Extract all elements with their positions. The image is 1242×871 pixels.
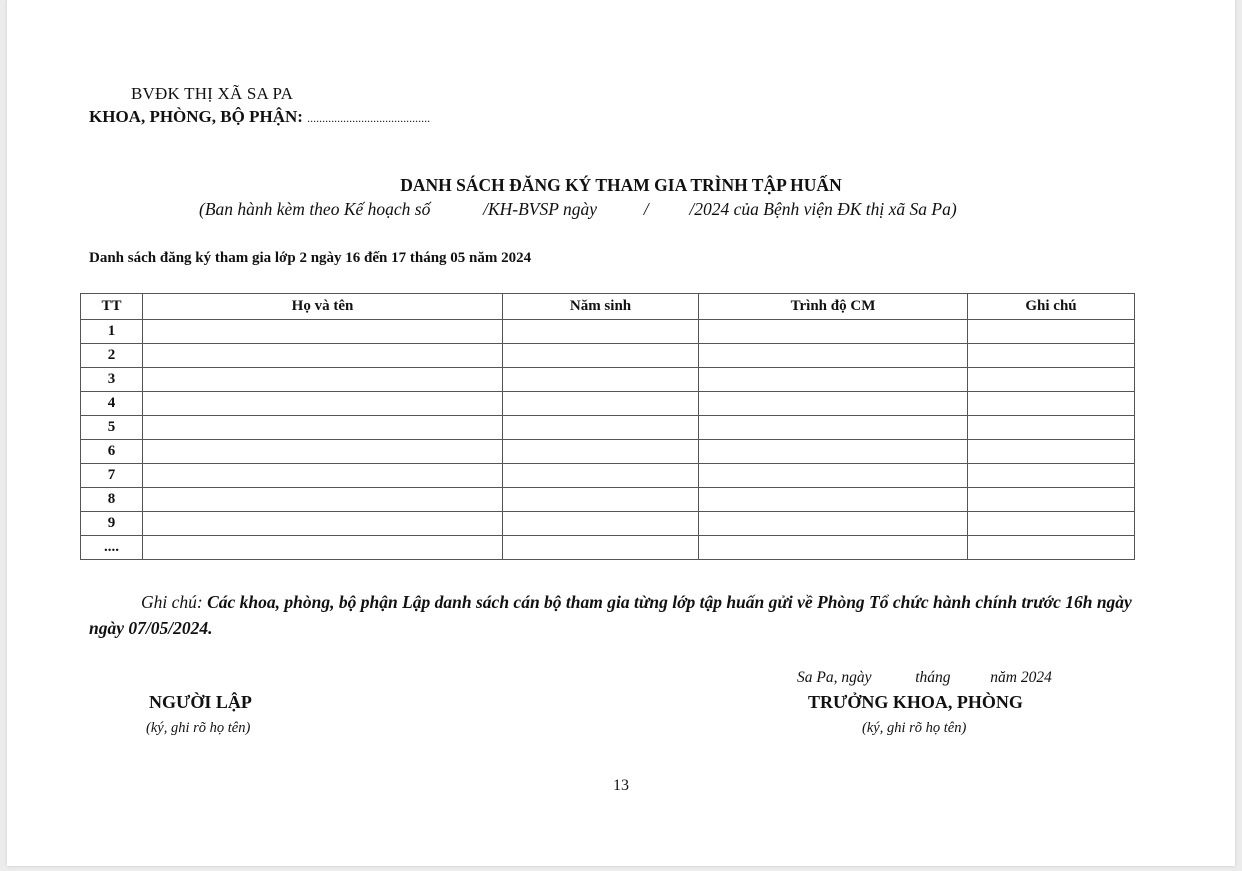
row-number: 1 <box>81 320 143 344</box>
name-cell <box>143 392 503 416</box>
head-sign-instruction: (ký, ghi rõ họ tên) <box>862 720 967 736</box>
row-number: 2 <box>81 344 143 368</box>
note-lead: Ghi chú: <box>141 592 203 612</box>
qualification-cell <box>699 440 968 464</box>
document-page <box>7 0 1235 866</box>
table-header-row <box>81 294 1135 320</box>
name-cell <box>143 344 503 368</box>
birth-year-cell <box>503 488 699 512</box>
row-number: .... <box>81 536 143 560</box>
qualification-cell <box>699 416 968 440</box>
row-number: 9 <box>81 512 143 536</box>
date-month: tháng <box>915 669 951 686</box>
head-of-department-title: TRƯỞNG KHOA, PHÒNG <box>808 692 1023 712</box>
notes-cell <box>968 440 1135 464</box>
table-row <box>81 368 1135 392</box>
notes-cell <box>968 536 1135 560</box>
row-number: 6 <box>81 440 143 464</box>
notes-cell <box>968 344 1135 368</box>
organization-name: BVĐK THỊ XÃ SA PA <box>131 84 294 103</box>
birth-year-cell <box>503 440 699 464</box>
table-row <box>81 440 1135 464</box>
header-birth-year: Năm sinh <box>503 294 699 320</box>
table-row <box>81 344 1135 368</box>
notes-cell <box>968 416 1135 440</box>
qualification-cell <box>699 368 968 392</box>
name-cell <box>143 512 503 536</box>
department-fill-dots: ......................................... <box>307 111 431 125</box>
name-cell <box>143 488 503 512</box>
notes-cell <box>968 464 1135 488</box>
qualification-cell <box>699 320 968 344</box>
name-cell <box>143 536 503 560</box>
table-row <box>81 512 1135 536</box>
birth-year-cell <box>503 392 699 416</box>
name-cell <box>143 320 503 344</box>
qualification-cell <box>699 512 968 536</box>
name-cell <box>143 416 503 440</box>
notes-cell <box>968 320 1135 344</box>
table-row <box>81 320 1135 344</box>
subtitle-part-3: / <box>643 199 649 219</box>
header-qualification: Trình độ CM <box>699 294 968 320</box>
header-full-name: Họ và tên <box>143 294 503 320</box>
birth-year-cell <box>503 536 699 560</box>
notes-cell <box>968 488 1135 512</box>
registration-table <box>80 293 1135 560</box>
birth-year-cell <box>503 320 699 344</box>
date-year: năm 2024 <box>990 669 1052 686</box>
list-description: Danh sách đăng ký tham gia lớp 2 ngày 16 đến 17 tháng 05 năm 2024 <box>89 250 532 266</box>
note-body: Các khoa, phòng, bộ phận Lập danh sách cán bộ tham gia từng lớp tập huấn gửi về Phòng Tổ chức hành chính trước 16h ngày ngày 07/05/2024. <box>89 592 1132 638</box>
table-row <box>81 464 1135 488</box>
row-number: 5 <box>81 416 143 440</box>
birth-year-cell <box>503 344 699 368</box>
department-label: KHOA, PHÒNG, BỘ PHẬN: <box>89 107 303 126</box>
department-line <box>89 107 430 127</box>
preparer-title: NGƯỜI LẬP <box>149 692 252 712</box>
signature-date-line <box>797 669 1052 687</box>
row-number: 4 <box>81 392 143 416</box>
qualification-cell <box>699 488 968 512</box>
note-paragraph <box>89 589 1139 641</box>
row-number: 8 <box>81 488 143 512</box>
name-cell <box>143 464 503 488</box>
document-title: DANH SÁCH ĐĂNG KÝ THAM GIA TRÌNH TẬP HUẤN <box>400 175 842 195</box>
subtitle-part-1: (Ban hành kèm theo Kế hoạch số <box>199 199 431 219</box>
subtitle-part-4: /2024 của Bệnh viện ĐK thị xã Sa Pa) <box>689 199 957 219</box>
table-row <box>81 392 1135 416</box>
header-tt: TT <box>81 294 143 320</box>
qualification-cell <box>699 536 968 560</box>
table-row <box>81 488 1135 512</box>
date-place: Sa Pa, ngày <box>797 669 872 686</box>
notes-cell <box>968 512 1135 536</box>
row-number: 3 <box>81 368 143 392</box>
qualification-cell <box>699 464 968 488</box>
preparer-sign-instruction: (ký, ghi rõ họ tên) <box>146 720 251 736</box>
birth-year-cell <box>503 512 699 536</box>
qualification-cell <box>699 344 968 368</box>
table-row <box>81 416 1135 440</box>
name-cell <box>143 440 503 464</box>
birth-year-cell <box>503 416 699 440</box>
row-number: 7 <box>81 464 143 488</box>
notes-cell <box>968 368 1135 392</box>
subtitle-part-2: /KH-BVSP ngày <box>483 199 597 219</box>
document-subtitle <box>199 199 957 220</box>
qualification-cell <box>699 392 968 416</box>
name-cell <box>143 368 503 392</box>
header-notes: Ghi chú <box>968 294 1135 320</box>
notes-cell <box>968 392 1135 416</box>
page-number: 13 <box>613 777 629 794</box>
table-row <box>81 536 1135 560</box>
birth-year-cell <box>503 368 699 392</box>
birth-year-cell <box>503 464 699 488</box>
